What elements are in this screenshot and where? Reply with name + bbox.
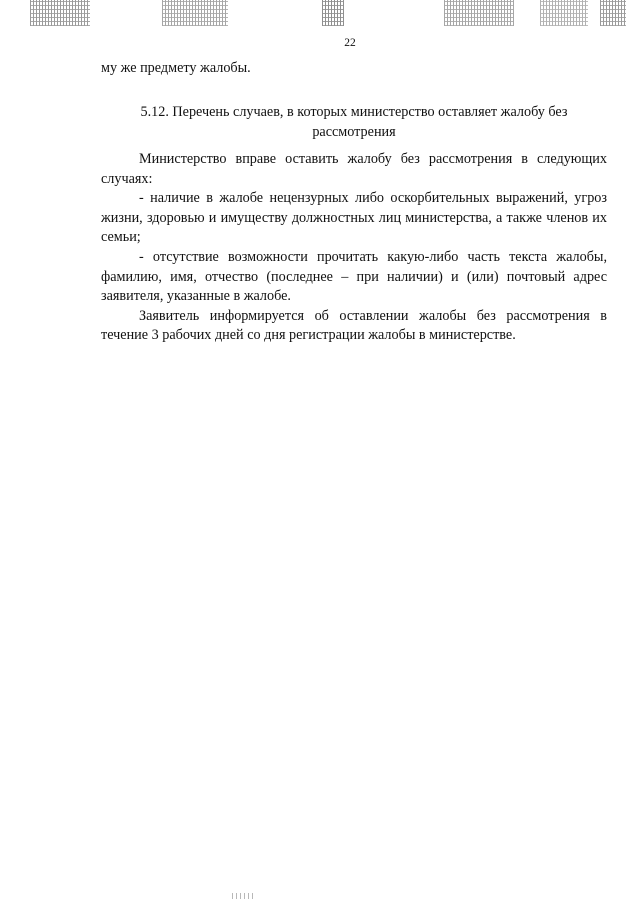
document-body — [101, 150, 607, 346]
paragraph-item-obscene: - наличие в жалобе нецензурных либо оскорбительных выражений, угроз жизни, здоровью и имуществу должностных лиц министерства, а также членов их семьи; — [101, 190, 607, 246]
scan-artifact — [322, 0, 344, 26]
scan-artifact — [232, 893, 254, 899]
paragraph-intro: Министерство вправе оставить жалобу без рассмотрения в следующих случаях: — [101, 151, 607, 187]
page-number: 22 — [344, 37, 356, 49]
scan-artifact — [444, 0, 514, 26]
paragraph-notification: Заявитель информируется об оставлении жалобы без рассмотрения в течение 3 рабочих дней со дня регистрации жалобы в министерстве. — [101, 307, 607, 344]
scan-artifact — [30, 0, 90, 26]
section-heading: 5.12. Перечень случаев, в которых министерство оставляет жалобу без рассмотрения — [140, 104, 568, 140]
scan-artifact — [600, 0, 626, 26]
scan-artifact — [540, 0, 588, 26]
continuation-text: му же предмету жалобы. — [101, 60, 251, 76]
scan-artifact — [162, 0, 228, 26]
paragraph-item-unreadable: - отсутствие возможности прочитать какую-либо часть текста жалобы, фамилию, имя, отчество (последнее – при наличии) и (или) почтовый адрес заявителя, указанные в жалобе. — [101, 248, 607, 305]
